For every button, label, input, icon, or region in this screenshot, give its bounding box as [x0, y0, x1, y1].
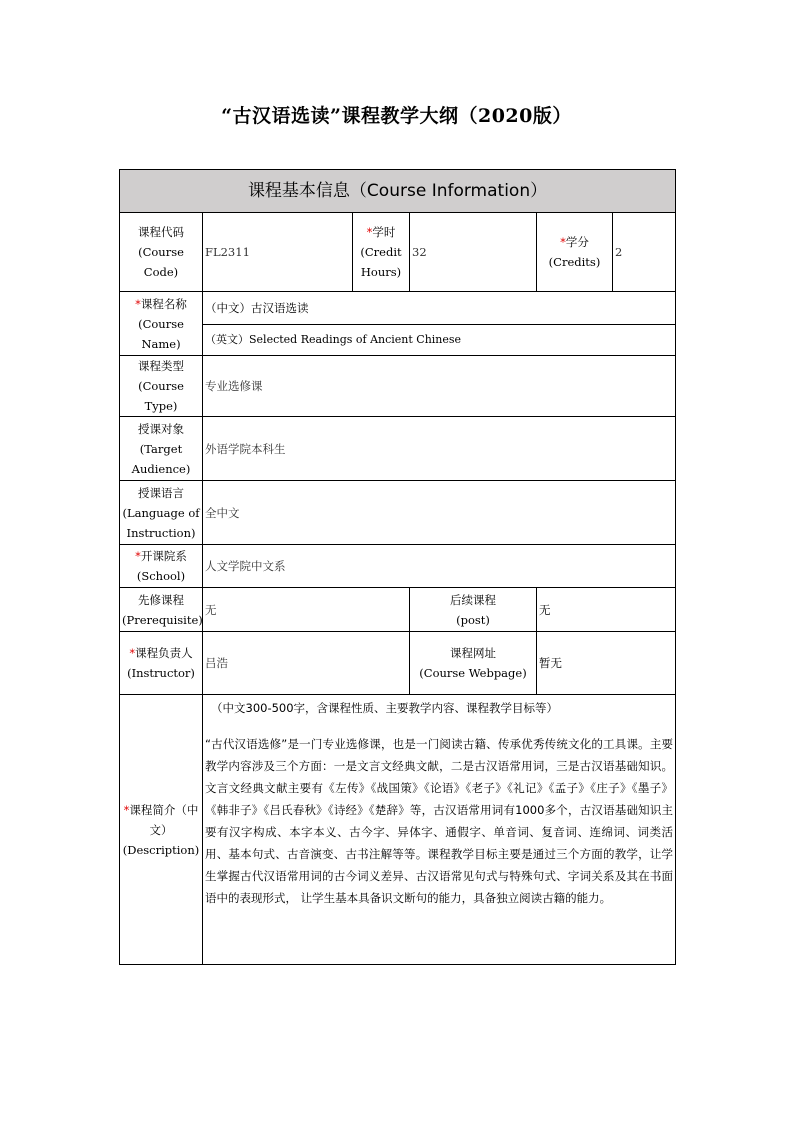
credits-value: 2: [613, 213, 676, 292]
webpage-value: 暂无: [537, 632, 676, 695]
instructor-value: 吕浩: [203, 632, 410, 695]
post-label: 后续课程 (post): [410, 588, 537, 632]
table-header: 课程基本信息（Course Information）: [120, 170, 676, 213]
course-name-label: *课程名称 (Course Name): [120, 292, 203, 356]
course-code-label: 课程代码 (Course Code): [120, 213, 203, 292]
description-note: （中文300-500字，含课程性质、主要教学内容、课程教学目标等）: [211, 701, 559, 715]
prereq-label: 先修课程 (Prerequisite): [120, 588, 203, 632]
school-value: 人文学院中文系: [203, 545, 676, 588]
audience-label: 授课对象 (Target Audience): [120, 417, 203, 481]
language-value: 全中文: [203, 481, 676, 545]
course-code-value: FL2311: [203, 213, 353, 292]
course-name-cn: （中文）古汉语选读: [203, 292, 676, 325]
audience-value: 外语学院本科生: [203, 417, 676, 481]
credits-label: *学分 (Credits): [537, 213, 613, 292]
instructor-label: *课程负责人 (Instructor): [120, 632, 203, 695]
description-body: “古代汉语选修”是一门专业选修课，也是一门阅读古籍、传承优秀传统文化的工具课。主要教学内容涉及三个方面：一是文言文经典文献，二是古汉语常用词，三是古汉语基础知识。文言文经典文献主要有《左传》《战国策》《论语》《老子》《礼记》《孟子》《庄子》《墨子》《韩非子》《吕氏春秋》《诗经》《楚辞》等，古汉语常用词有1000多个，古汉语基础知识主要有汉字构成、本字本义、古今字、异体字、通假字、单音词、复音词、连绵词、词类活用、基本句式、古音演变、古书注解等等。课程教学目标主要是通过三个方面的教学，让学生掌握古代汉语常用词的古今词义差异、古汉语常见句式与特殊句式、字词关系及其在书面语中的表现形式， 让学生基本具备识文断句的能力，具备独立阅读古籍的能力。: [205, 737, 674, 905]
post-value: 无: [537, 588, 676, 632]
hours-value: 32: [410, 213, 537, 292]
description-label: *课程简介（中文） (Description): [120, 695, 203, 965]
webpage-label: 课程网址 (Course Webpage): [410, 632, 537, 695]
course-type-value: 专业选修课: [203, 356, 676, 417]
language-label: 授课语言 (Language of Instruction): [120, 481, 203, 545]
school-label: *开课院系 (School): [120, 545, 203, 588]
prereq-value: 无: [203, 588, 410, 632]
course-name-en: （英文）Selected Readings of Ancient Chinese: [203, 325, 676, 356]
course-info-table: [119, 169, 676, 965]
description-cell: [203, 695, 676, 965]
page-title: “古汉语选读”课程教学大纲（2020版）: [221, 105, 572, 127]
hours-label: *学时 (Credit Hours): [353, 213, 410, 292]
course-type-label: 课程类型 (Course Type): [120, 356, 203, 417]
